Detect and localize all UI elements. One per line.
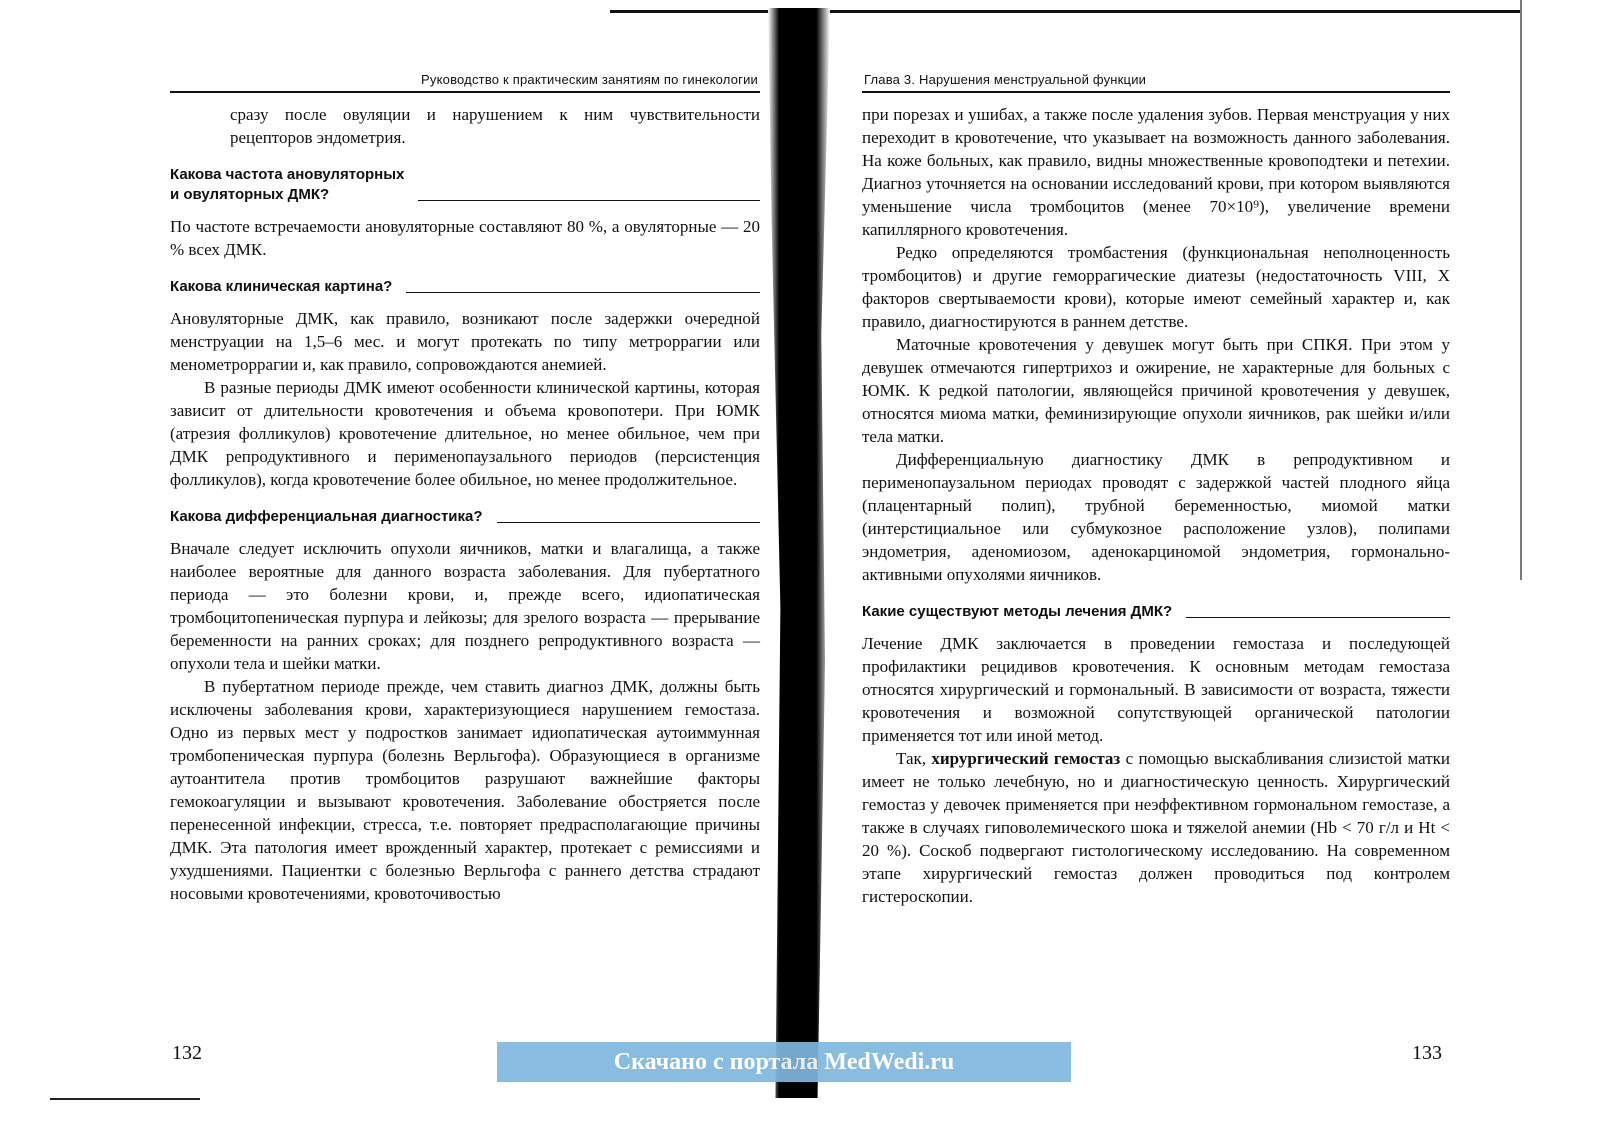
left-question-3 <box>170 507 760 527</box>
left-paragraph-4: Вначале следует исключить опухоли яичников, матки и влагалища, а также наиболее вероятные для данного возраста заболевания. Для пубертатного периода — это болезни крови, и, прежде всего, идиопатическая тромбоцитопеническая пурпура и лейкозы; для зрелого возраста — прерывание беременности на ранних сроках; для позднего репродуктивного возраста — опухоли тела и шейки матки. <box>170 539 760 673</box>
question-text: Какие существуют методы лечения ДМК? <box>862 603 1173 620</box>
bold-term: хирургический гемостаз <box>931 749 1121 768</box>
left-question-2 <box>170 277 760 297</box>
scan-corner-edge <box>50 1098 200 1100</box>
question-text: Какова частота ановуляторных и овуляторных ДМК? <box>170 166 405 203</box>
left-page <box>170 72 760 905</box>
left-question-1 <box>170 165 760 205</box>
left-running-head: Руководство к практическим занятиям по гинекологии <box>170 72 760 93</box>
left-paragraph-5: В пубертатном периоде прежде, чем ставить диагноз ДМК, должны быть исключены заболевания крови, характеризующиеся нарушением гемостаза. Одно из первых мест у подростков занимает идиопатическая аутоиммунная тромбопеническая пурпура (болезнь Верльгофа). Образующиеся в организме аутоантитела против тромбоцитов разрушают важнейшие факторы гемокоагуляции и вызывают кровотечения. Заболевание обостряется после перенесенной инфекции, стресса, т.е. повторяет предрасполагающие причины ДМК. Эта патология имеет врожденный характер, протекает с ремиссиями и ухудшениями. Пациентки с болезнью Верльгофа с раннего детства страдают носовыми кровотечениями, кровоточивостью <box>170 677 760 903</box>
question-rule <box>418 200 760 201</box>
right-paragraph-1: при порезах и ушибах, а также после удаления зубов. Первая менструация у них переходит в кровотечение, что указывает на возможность данного заболевания. На коже больных, как правило, видны множественные кровоподтеки и петехии. Диагноз уточняется на основании исследований крови, при котором выявляются уменьшение числа тромбоцитов (менее 70×10⁹), увеличение времени капиллярного кровотечения. <box>862 105 1450 239</box>
question-rule <box>1186 617 1450 618</box>
left-paragraph-3: В разные периоды ДМК имеют особенности клинической картины, которая зависит от длительности кровотечения и объема кровопотери. При ЮМК (атрезия фолликулов) кровотечение длительное, но менее обильное, чем при ДМК репродуктивного и перименопаузального периодов (персистенция фолликулов), когда кровотечение более обильное, но менее продолжительное. <box>170 378 760 489</box>
question-rule <box>497 522 760 523</box>
right-paragraph-5: Лечение ДМК заключается в проведении гемостаза и последующей профилактики рецидивов кровотечения. К основным методам гемостаза относятся хирургический и гормональный. В зависимости от возраста, тяжести кровотечения и возможной сопутствующей органической патологии применяется тот или иной метод. <box>862 634 1450 745</box>
question-text: Какова дифференциальная диагностика? <box>170 508 483 525</box>
question-rule <box>406 292 760 293</box>
right-paragraph-6 <box>862 747 1450 908</box>
right-question-1 <box>862 602 1450 622</box>
paragraph-rest: с помощью выскабливания слизистой матки имеет не только лечебную, но и диагностическую ценность. Хирургический гемостаз у девочек применяется при неэффективном гормональном гемостазе, а также в случаях гиповолемического шока и тяжелой анемии (Hb < 70 г/л и Ht < 20 %). Соскоб подвергают гистологическому исследованию. На современном этапе хирургический гемостаз должен проводиться под контролем гистероскопии. <box>862 749 1451 906</box>
left-paragraph-1: По частоте встречаемости ановуляторные составляют 80 %, а овуляторные — 20 % всех ДМК. <box>170 217 760 259</box>
left-intro-paragraph: сразу после овуляции и нарушением к ним чувствительности рецепторов эндометрия. <box>230 105 760 147</box>
paragraph-lead: Так, <box>896 749 932 768</box>
page-number-right: 133 <box>1412 1042 1442 1064</box>
right-running-head: Глава 3. Нарушения менструальной функции <box>862 72 1450 93</box>
right-paragraph-2: Редко определяются тромбастения (функциональная неполноценность тромбоцитов) и другие геморрагические диатезы (недостаточность VIII, X факторов свертываемости крови), которые имеют семейный характер и, как правило, диагностируются в раннем детстве. <box>862 243 1450 331</box>
scan-right-edge <box>1520 0 1522 580</box>
right-paragraph-4: Дифференциальную диагностику ДМК в репродуктивном и перименопаузальном периодах проводят с задержкой частей плодного яйца (плацентарный полип), трубной беременностью, миомой матки (интерстициальное или субмукозное расположение узлов), полипами эндометрия, аденомиозом, аденокарциномой эндометрия, гормонально-активными опухолями яичников. <box>862 450 1450 584</box>
download-watermark: Скачано с портала MedWedi.ru <box>497 1042 1071 1082</box>
right-page <box>862 72 1450 908</box>
question-text: Какова клиническая картина? <box>170 278 393 295</box>
page-number-left: 132 <box>172 1042 202 1064</box>
right-paragraph-3: Маточные кровотечения у девушек могут быть при СПКЯ. При этом у девушек отмечаются гипертрихоз и ожирение, не характерные для больных с ЮМК. К редкой патологии, являющейся причиной кровотечения у девушек, относятся миома матки, феминизирующие опухоли яичников, рак шейки и/или тела матки. <box>862 335 1450 446</box>
left-paragraph-2: Ановуляторные ДМК, как правило, возникают после задержки очередной менструации на 1,5–6 мес. и могут протекать по типу метроррагии или менометроррагии и, как правило, сопровождаются анемией. <box>170 309 760 374</box>
scan-top-edge <box>610 10 1520 13</box>
book-spine-shadow <box>768 8 830 1098</box>
